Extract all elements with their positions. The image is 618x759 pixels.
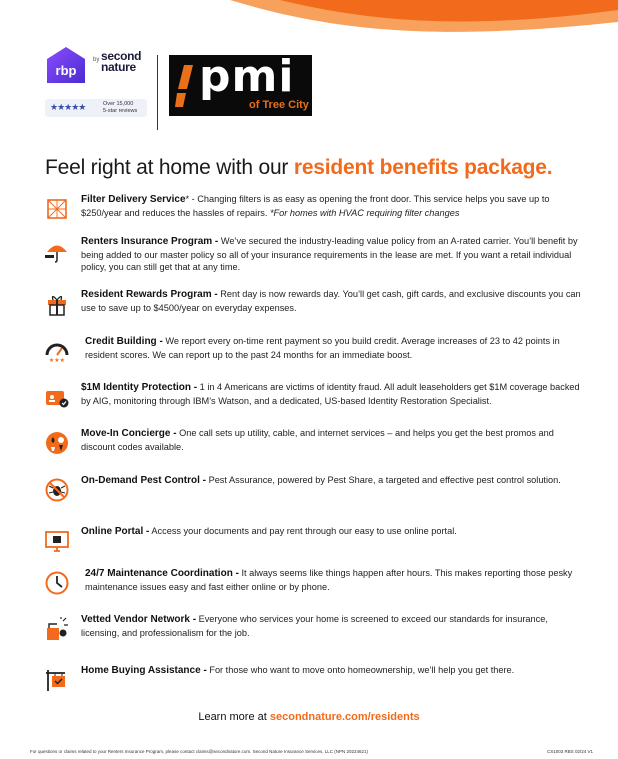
pmi-subtitle: of Tree City: [249, 99, 309, 111]
pmi-wordmark: pmi: [199, 51, 295, 102]
clock-icon: [45, 571, 69, 595]
second-nature-logo: second nature: [101, 49, 142, 74]
footer-code: CS1003 RBS 02/24 V1: [546, 749, 593, 754]
utilities-icon: [45, 431, 69, 455]
learn-more: Learn more at secondnature.com/residents: [198, 711, 420, 723]
star-rating-icon: ★★★★★: [50, 102, 86, 112]
svg-text:rbp: rbp: [55, 63, 77, 78]
logo-divider: [157, 55, 158, 130]
reviews-badge: [45, 99, 147, 117]
rbp-badge-icon: [45, 45, 87, 85]
vendor-icon: [45, 617, 69, 641]
pest-icon: [45, 478, 69, 502]
home-sign-icon: [45, 668, 69, 692]
monitor-icon: [45, 529, 69, 553]
identity-shield-icon: [45, 385, 69, 409]
learn-more-link[interactable]: secondnature.com/residents: [269, 711, 420, 723]
filter-icon: [45, 197, 69, 221]
pmi-logo: [169, 51, 312, 116]
gift-icon: [45, 292, 69, 316]
svg-text:★★★: ★★★: [48, 358, 66, 363]
rbp-by-text: by: [93, 57, 100, 63]
pmi-mark-icon: [175, 65, 193, 107]
reviews-text: Over 15,000 5-star reviews: [103, 101, 138, 114]
header-wave: [0, 0, 618, 60]
page-title: Feel right at home with our resident benefits package.: [45, 156, 553, 179]
footer-disclaimer: For questions or claims related to your Renters Insurance Program, please contact claims@secondnature.com. Second Nature Insurance Services, LLC (NPN 20224621): [30, 749, 368, 754]
credit-gauge-icon: [45, 339, 69, 363]
umbrella-icon: [45, 239, 69, 263]
